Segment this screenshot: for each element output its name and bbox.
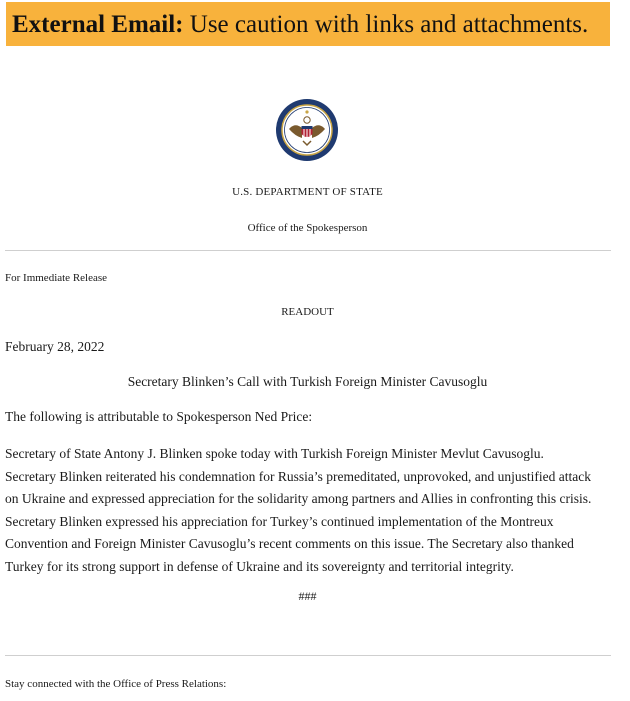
department-of-state-seal-icon [275, 98, 339, 162]
body-line: Convention and Foreign Minister Cavusoglu’s recent comments on this issue. The Secretary also thanked [5, 536, 574, 551]
body-line: Secretary of State Antony J. Blinken spoke today with Turkish Foreign Minister Mevlut Cavusoglu. [5, 446, 544, 461]
office-name: Office of the Spokesperson [247, 222, 368, 234]
footer-divider [5, 655, 611, 656]
release-note: For Immediate Release [5, 272, 108, 284]
banner-message: Use caution with links and attachments. [183, 11, 589, 38]
release-date: February 28, 2022 [5, 339, 105, 354]
body-line: Turkey for its strong support in defense of Ukraine and its sovereignty and territorial integrity. [5, 558, 514, 574]
body-paragraph [5, 443, 615, 578]
headline: Secretary Blinken’s Call with Turkish Foreign Minister Cavusoglu [127, 374, 488, 389]
attribution: The following is attributable to Spokesperson Ned Price: [5, 409, 313, 424]
document-type: READOUT [281, 306, 334, 318]
body-line: on Ukraine and expressed appreciation for the solidarity among partners and Allies in confronting this crisis. [5, 491, 592, 506]
external-email-banner [6, 2, 610, 46]
stay-connected-text: Stay connected with the Office of Press Relations: [5, 678, 227, 690]
body-line: Secretary Blinken reiterated his condemnation for Russia’s premeditated, unprovoked, and unjustified attack [5, 468, 591, 484]
department-name: U.S. DEPARTMENT OF STATE [232, 186, 383, 198]
header-divider [5, 250, 611, 251]
end-mark: ### [298, 589, 317, 603]
body-line: Secretary Blinken expressed his appreciation for Turkey’s continued implementation of the Montreux [5, 513, 554, 529]
banner-label: External Email: [12, 11, 184, 38]
